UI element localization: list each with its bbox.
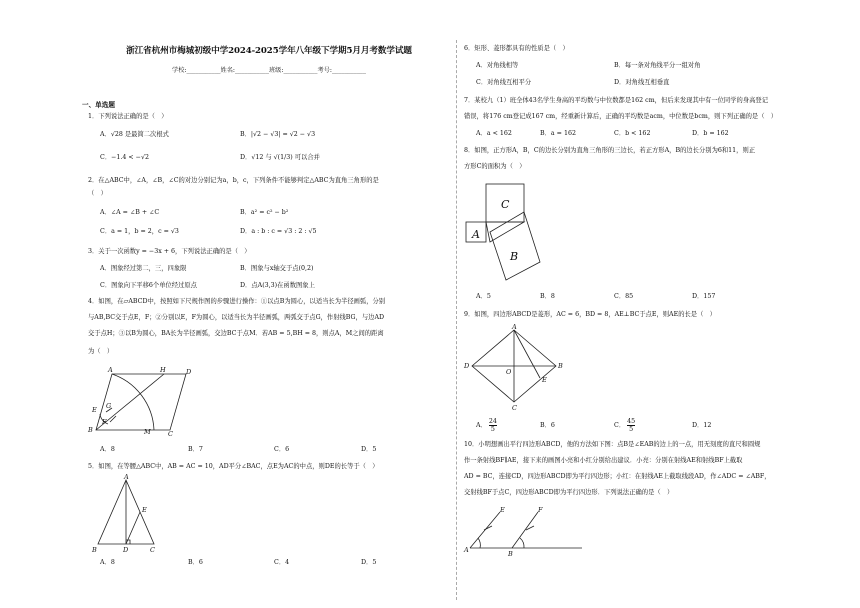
q4-option-b: B．7	[188, 446, 203, 453]
svg-text:B: B	[88, 426, 93, 434]
q4-stem-line4: 为（ ）	[88, 348, 114, 355]
column-divider	[456, 40, 457, 600]
q8-squares-figure	[464, 176, 564, 286]
q9-a-numerator: 24	[488, 418, 497, 425]
svg-text:A: A	[464, 546, 469, 554]
q9-option-c-label: C．	[614, 422, 626, 429]
q8-option-c: C．85	[614, 293, 634, 300]
q5-stem: 5．如图，在等腰△ABC中，AB = AC = 10，AD平分∠BAC，点E为AC的中点，则DE的长等于（ ）	[88, 463, 379, 470]
q8-option-d: D．157	[692, 293, 716, 300]
svg-text:F: F	[102, 418, 107, 426]
q8-stem-line1: 8．如图，正方形A，B，C的边长分别为直角三角形的三边长，若正方形A，B的边长分别为6和11，则正	[464, 147, 756, 154]
q6-option-d: D．对角线互相垂直	[614, 79, 670, 86]
q2-option-b: B．a² = c² − b²	[240, 209, 289, 216]
svg-text:C: C	[512, 404, 517, 412]
q7-option-a: A．a < 162	[476, 130, 512, 137]
svg-text:B: B	[510, 250, 519, 263]
q5-option-c: C．4	[274, 559, 290, 566]
q4-option-d: D．5	[361, 446, 377, 453]
q9-stem: 9．如图，四边形ABCD是菱形，AC = 6，BD = 8，AE⊥BC于点E，则AE的长是（ ）	[464, 311, 716, 318]
q10-stem-line4: 交射线BF于点C，四边形ABCD即为平行四边形．下列说法正确的是（ ）	[464, 489, 674, 496]
svg-text:O: O	[506, 368, 512, 376]
q2-stem-line2: （ ）	[88, 190, 107, 197]
q2-option-a: A．∠A = ∠B + ∠C	[100, 209, 160, 216]
q1-stem: 1．下列说法正确的是（ ）	[88, 113, 168, 120]
q8-option-b: B．8	[540, 293, 555, 300]
q6-option-b: B．每一条对角线平分一组对角	[614, 62, 701, 69]
q9-option-a	[476, 418, 497, 433]
svg-text:E: E	[500, 506, 505, 514]
svg-text:G: G	[106, 402, 112, 410]
svg-text:A: A	[108, 366, 113, 374]
svg-text:A: A	[472, 228, 480, 241]
q7-option-b: B．a = 162	[540, 130, 576, 137]
q2-option-d: D．a : b : c = √3 : 2 : √5	[240, 228, 317, 235]
q10-stem-line2: 作一条射线BF∥AE，接下来的画图小亮和小红分别给出建议．小亮：分别在射线AE和射线BF上截取	[464, 457, 743, 464]
svg-text:B: B	[508, 550, 513, 558]
student-info-line: 学校:___________姓名:___________班级:___________考号:___________	[172, 67, 366, 74]
q6-stem: 6．矩形、菱形都具有的性质是（ ）	[464, 45, 569, 52]
q4-stem-line2: 与AB,BC交于点E，F；②分别以E，F为圆心，以适当长为半径画弧，两弧交于点G，作射线BG，与边AD	[88, 314, 385, 321]
svg-text:D: D	[123, 546, 129, 554]
q10-construction-figure	[464, 504, 586, 558]
q7-option-d: D．b = 162	[692, 130, 729, 137]
svg-text:D: D	[186, 368, 192, 376]
q3-option-c: C．图象向下平移6个单位经过原点	[100, 282, 197, 289]
svg-text:A: A	[124, 473, 129, 481]
q2-option-c: C．a = 1，b = 2，c = √3	[100, 228, 179, 235]
q4-parallelogram-figure	[88, 364, 202, 438]
svg-text:M: M	[144, 428, 151, 436]
exam-title: 浙江省杭州市梅城初级中学2024-2025学年八年级下学期5月月考数学试题	[126, 46, 412, 56]
q7-stem-line1: 7．某校九（1）班全体43名学生身高的平均数与中位数都是162 cm，但后来发现其中有一位同学的身高登记	[464, 97, 769, 104]
q9-option-c	[614, 418, 635, 433]
q3-option-a: A．图象经过第二，三，四象限	[100, 265, 187, 272]
section-heading: 一、单选题	[82, 101, 115, 109]
svg-text:D: D	[464, 362, 470, 370]
svg-text:C: C	[501, 198, 510, 211]
q10-stem-line3: AD = BC，连接CD，四边形ABCD即为平行四边形；小红：在射线AE上截取线段AD，作∠ADC = ∠ABF，	[464, 473, 771, 480]
q3-stem: 3．关于一次函数y = −3x + 6，下列说法正确的是（ ）	[88, 248, 251, 255]
svg-text:H: H	[160, 366, 166, 374]
q4-option-a: A．8	[100, 446, 115, 453]
q5-triangle-figure	[92, 474, 172, 554]
q4-stem-line1: 4．如图，在▱ABCD中，按照如下尺规作图的步骤进行操作：①以点B为圆心，以适当长为半径画弧，分别	[88, 298, 386, 305]
q9-option-d: D．12	[692, 422, 712, 429]
svg-text:B: B	[92, 546, 97, 554]
q4-stem-line3: 交于点H；③以B为圆心，BA长为半径画弧，交边BC于点M．若AB = 5,BH = 8，则点A，M之间的距离	[88, 330, 384, 337]
q5-option-d: D．5	[361, 559, 377, 566]
q1-option-c: C．−1.4 < −√2	[100, 154, 149, 161]
q9-option-b: B．6	[540, 422, 555, 429]
svg-text:A: A	[512, 323, 517, 331]
q1-option-b: B．|√2 − √3| = √2 − √3	[240, 131, 316, 138]
q3-option-d: D．点A(3,3)在函数图象上	[240, 282, 315, 289]
q8-option-a: A．5	[476, 293, 491, 300]
q9-rhombus-figure	[464, 323, 563, 412]
q6-option-c: C．对角线互相平分	[476, 79, 532, 86]
svg-text:F: F	[538, 506, 543, 514]
q9-c-numerator: 45	[627, 418, 636, 425]
q7-stem-line2: 错误，将176 cm登记成167 cm，经重新计算后，正确的平均数是acm，中位数是bcm，则下列正确的是（ ）	[464, 113, 778, 120]
q10-stem-line1: 10．小明想画出平行四边形ABCD，他的方法如下图：点B是∠EAB的边上的一点，用无刻度的直尺和圆规	[464, 441, 761, 448]
svg-text:C: C	[168, 430, 173, 438]
svg-text:B: B	[558, 362, 563, 370]
svg-text:E: E	[142, 506, 147, 514]
q7-option-c: C．b < 162	[614, 130, 651, 137]
svg-text:E: E	[542, 376, 547, 384]
q9-option-a-label: A．	[476, 422, 487, 429]
q5-option-b: B．6	[188, 559, 203, 566]
q1-option-a: A．√28 是最简二次根式	[100, 131, 169, 138]
svg-text:C: C	[150, 546, 155, 554]
q1-option-d: D．√12 与 √(1/3) 可以合并	[240, 154, 320, 161]
q2-stem-line1: 2．在△ABC中，∠A，∠B，∠C的对边分别记为a，b，c，下列条件不能够判定△ABC为直角三角形的是	[88, 177, 379, 184]
q4-option-c: C．6	[274, 446, 290, 453]
svg-text:E: E	[92, 406, 97, 414]
q5-option-a: A．8	[100, 559, 115, 566]
q6-option-a: A．对角线相等	[476, 62, 519, 69]
q9-a-denominator: 5	[490, 426, 495, 433]
q9-c-denominator: 5	[629, 426, 634, 433]
q8-stem-line2: 方形C的面积为（ ）	[464, 163, 526, 170]
q3-option-b: B．图象与x轴交于点(0,2)	[240, 265, 314, 272]
